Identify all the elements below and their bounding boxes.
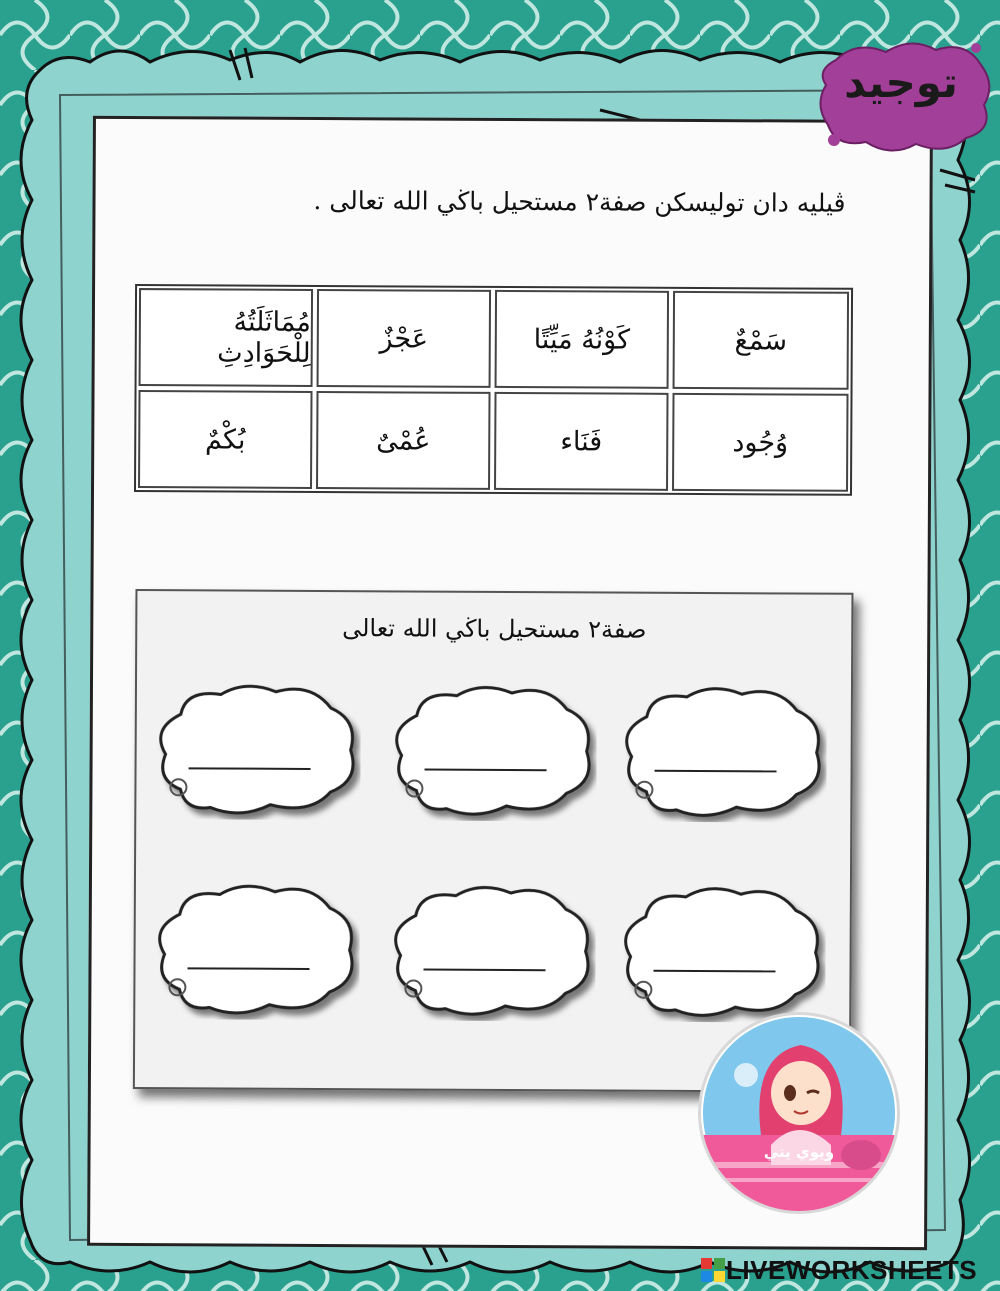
answer-input[interactable] bbox=[187, 939, 309, 970]
answer-input[interactable] bbox=[655, 742, 777, 773]
instruction-text: ڤيليه دان توليسكن صفة٢ مستحيل باڬي الله تعالى . bbox=[313, 185, 846, 218]
answer-input[interactable] bbox=[425, 741, 547, 772]
answer-input[interactable] bbox=[423, 941, 545, 972]
answer-cloud bbox=[149, 879, 360, 1020]
word-cell[interactable]: سَمْعٌ bbox=[673, 291, 850, 390]
liveworksheets-logo bbox=[700, 1252, 977, 1288]
answer-cloud bbox=[615, 882, 826, 1023]
answer-cloud bbox=[386, 680, 597, 821]
answer-section bbox=[133, 589, 854, 1093]
liveworksheets-logo-icon bbox=[700, 1257, 726, 1283]
word-cell[interactable]: عَجْزٌ bbox=[317, 289, 492, 388]
answer-cloud bbox=[385, 880, 596, 1021]
word-cell[interactable]: بُكْمٌ bbox=[138, 390, 313, 489]
answer-cloud bbox=[616, 682, 827, 823]
answer-section-title: صفة٢ مستحيل باڬي الله تعالى bbox=[342, 614, 647, 644]
topic-badge bbox=[816, 40, 994, 156]
word-cell[interactable]: فَنَاء bbox=[494, 392, 669, 491]
answer-input[interactable] bbox=[653, 942, 775, 973]
answer-cloud bbox=[150, 679, 361, 820]
brand-text: LIVEWORKSHEETS bbox=[726, 1254, 978, 1285]
word-cell[interactable]: عُمْىٌ bbox=[316, 391, 491, 490]
answer-input[interactable] bbox=[189, 739, 311, 770]
word-cell[interactable]: مُمَاثَلَتُهُ لِلْحَوَادِثِ bbox=[139, 288, 314, 387]
avatar-name: ويوي يتي bbox=[763, 1143, 835, 1161]
word-cell[interactable]: وُجُود bbox=[672, 393, 849, 492]
avatar bbox=[698, 1012, 900, 1214]
word-table bbox=[134, 284, 853, 496]
hijab-girl-icon bbox=[701, 1015, 897, 1211]
word-cell[interactable]: كَوْنُهُ مَيِّتًا bbox=[495, 290, 670, 389]
badge-title: توجيد bbox=[844, 58, 958, 107]
